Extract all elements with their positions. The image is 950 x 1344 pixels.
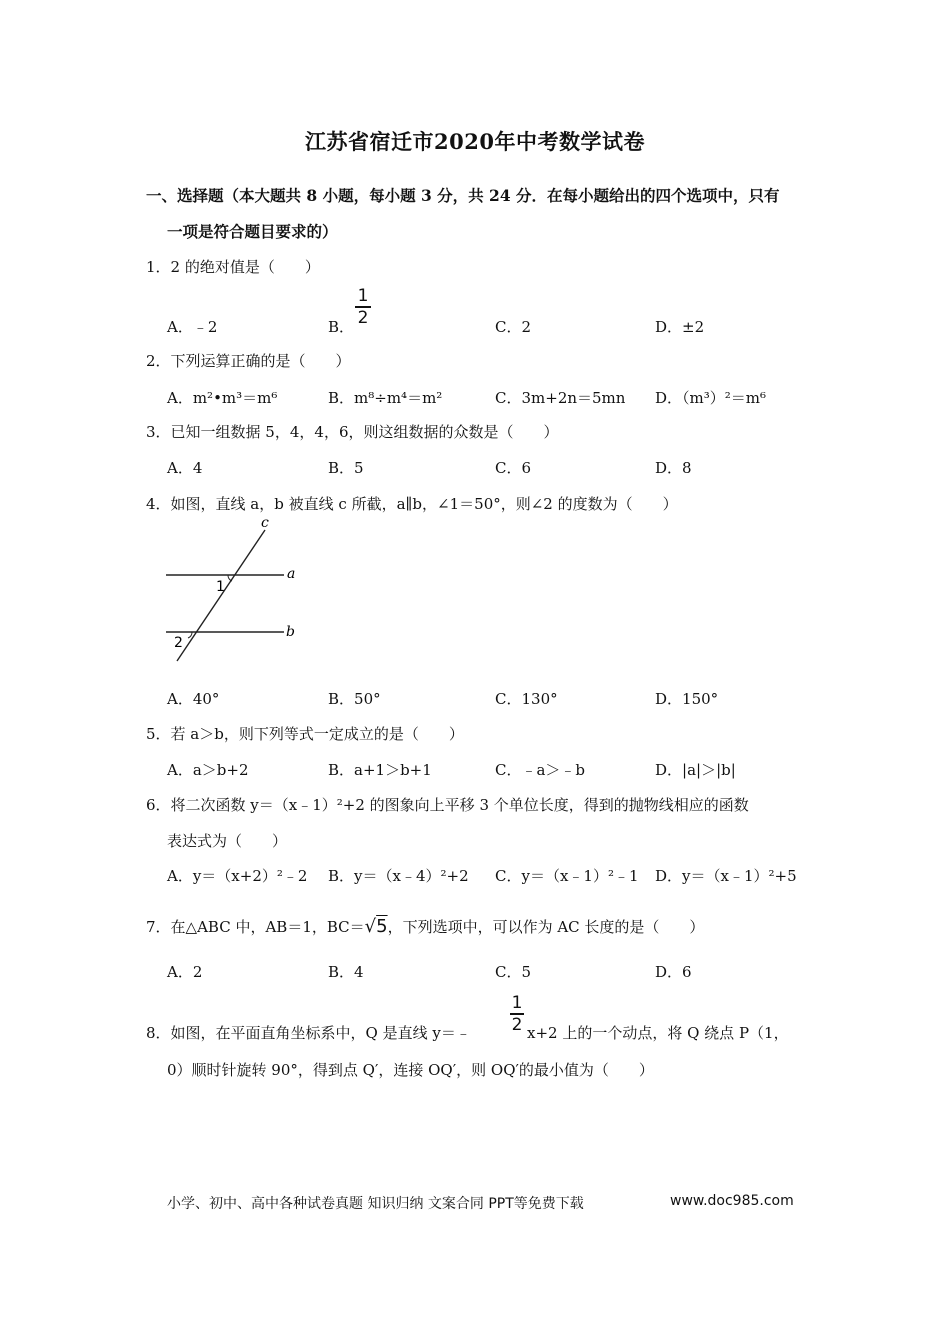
question-8-stem-line1-start: 8．如图，在平面直角坐标系中，Q 是直线 y＝﹣ [146, 1024, 471, 1042]
sqrt-sign: √ [364, 916, 377, 937]
question-7-option-d: D．6 [655, 963, 692, 981]
question-6-stem-line1: 6．将二次函数 y＝（x﹣1）²+2 的图象向上平移 3 个单位长度，得到的抛物线相应的函数 [146, 796, 749, 814]
label-a: a [287, 566, 296, 582]
angle-2-arc [188, 632, 192, 638]
question-5-option-b: B．a+1＞b+1 [328, 761, 432, 779]
question-1-option-b-fraction [355, 287, 371, 327]
fraction-denominator: 2 [357, 307, 369, 328]
question-6-option-a: A．y＝（x+2）²﹣2 [167, 867, 308, 885]
fraction-numerator: 1 [357, 286, 369, 306]
question-5-option-a: A．a＞b+2 [167, 761, 249, 779]
question-8-fraction [510, 994, 524, 1034]
footer-website[interactable]: www.doc985.com [670, 1193, 794, 1209]
question-7-stem-start: 7．在△ABC 中，AB＝1，BC＝ [146, 918, 365, 936]
section-heading-line1: 一、选择题（本大题共 8 小题，每小题 3 分，共 24 分．在每小题给出的四个选项中，只有 [146, 186, 780, 205]
question-3-stem: 3．已知一组数据 5，4，4，6，则这组数据的众数是（ ） [146, 423, 559, 441]
question-1-option-d: D．±2 [655, 318, 705, 336]
sqrt-radicand: 5 [376, 916, 388, 937]
question-3-option-b: B．5 [328, 459, 364, 477]
question-4-option-d: D．150° [655, 690, 719, 708]
question-3-option-c: C．6 [495, 459, 532, 477]
question-7-stem-end: ，下列选项中，可以作为 AC 长度的是（ ） [387, 918, 705, 936]
question-1-option-b: B． [328, 318, 355, 336]
question-2-option-c: C．3m+2n＝5mn [495, 389, 626, 407]
question-1-option-a: A．﹣2 [167, 318, 218, 336]
question-2-option-a: A．m²•m³＝m⁶ [167, 389, 278, 407]
question-3-option-a: A．4 [167, 459, 203, 477]
label-b: b [286, 624, 295, 640]
question-7-stem [146, 916, 704, 937]
fraction-numerator: 1 [511, 993, 523, 1013]
question-2-option-b: B．m⁸÷m⁴＝m² [328, 389, 443, 407]
question-7-option-c: C．5 [495, 963, 532, 981]
label-angle-1: 1 [216, 579, 225, 595]
question-8-stem-line2: 0）顺时针旋转 90°，得到点 Q′，连接 OQ′，则 OQ′的最小值为（ ） [167, 1061, 654, 1079]
question-2-stem: 2．下列运算正确的是（ ） [146, 352, 351, 370]
question-3-option-d: D．8 [655, 459, 692, 477]
question-6-stem-line2: 表达式为（ ） [167, 832, 288, 850]
question-5-option-c: C．﹣a＞﹣b [495, 761, 586, 779]
question-7-option-a: A．2 [167, 963, 203, 981]
question-1-option-c: C．2 [495, 318, 532, 336]
footer-description: 小学、初中、高中各种试卷真题 知识归纳 文案合同 PPT等免费下载 [167, 1196, 584, 1212]
parallel-lines-figure [160, 515, 310, 665]
question-6-option-d: D．y＝（x﹣1）²+5 [655, 867, 797, 885]
question-7-option-b: B．4 [328, 963, 364, 981]
label-c: c [261, 515, 269, 531]
question-5-stem: 5．若 a＞b，则下列等式一定成立的是（ ） [146, 725, 464, 743]
question-4-option-c: C．130° [495, 690, 558, 708]
page-title: 江苏省宿迁市2020年中考数学试卷 [305, 129, 645, 154]
label-angle-2: 2 [174, 635, 183, 651]
question-4-option-b: B．50° [328, 690, 381, 708]
question-8-stem-line1-end: x+2 上的一个动点，将 Q 绕点 P（1， [527, 1024, 789, 1042]
question-6-option-b: B．y＝（x﹣4）²+2 [328, 867, 469, 885]
section-heading-line2: 一项是符合题目要求的） [167, 222, 338, 241]
question-4-option-a: A．40° [167, 690, 220, 708]
fraction-denominator: 2 [511, 1014, 523, 1035]
question-1-stem: 1．2 的绝对值是（ ） [146, 258, 320, 276]
question-4-stem: 4．如图，直线 a，b 被直线 c 所截，a∥b，∠1＝50°，则∠2 的度数为（ ） [146, 495, 678, 513]
question-2-option-d: D．（m³）²＝m⁶ [655, 389, 767, 407]
question-6-option-c: C．y＝（x﹣1）²﹣1 [495, 867, 639, 885]
question-5-option-d: D．|a|＞|b| [655, 761, 736, 779]
line-c [177, 530, 265, 661]
